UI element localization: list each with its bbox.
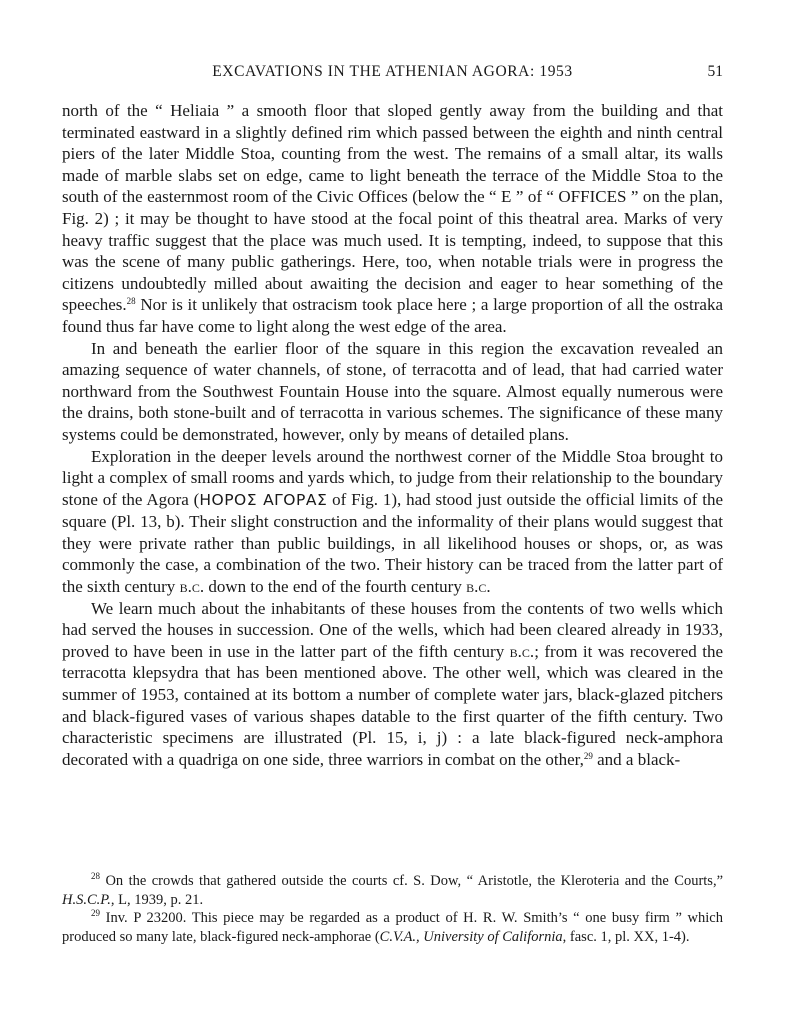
body-text bbox=[62, 100, 723, 770]
footnote-number: 29 bbox=[91, 908, 100, 918]
footnote-ref-29: 29 bbox=[583, 750, 593, 761]
paragraph-3-text: Exploration in the deeper levels around the northwest corner of the Middle Stoa brought to light a complex of small rooms and yards which, to judge from their relationship to the boundary stone of the Agora ( bbox=[62, 446, 723, 509]
footnote-text: Inv. P 23200. This piece may be regarded as a product of H. R. W. Smith’s “ one busy firm ” which produced so many late, black-figured neck-amphorae ( bbox=[62, 910, 723, 945]
era-abbrev: b.c. bbox=[466, 577, 491, 597]
paragraph-3 bbox=[62, 446, 723, 598]
paragraph-4-text: We learn much about the inhabitants of these houses from the contents of two wells which had served the houses in succession. One of the wells, which had been cleared already in 1933, proved to have been in use in the latter part of the fifth century bbox=[62, 598, 723, 661]
footnote-28 bbox=[62, 872, 723, 909]
footnote-text-cont: , fasc. 1, pl. XX, 1-4). bbox=[562, 928, 690, 945]
paragraph-3-text-b: of Fig. 1), had stood just outside the official limits of the square (Pl. 13, b). Their slight construction and the informality of their plans would suggest that they were private rather than public buildings, in all likelihood houses or shops, or, as was commonly the case, a combination of the two. Their history can be traced from the latter part of the sixth century bbox=[62, 489, 723, 597]
footnote-text-cont: , L, 1939, p. 21. bbox=[110, 891, 204, 908]
footnote-citation: C.V.A., University of California bbox=[379, 928, 563, 945]
footnote-citation: H.S.C.P. bbox=[62, 891, 111, 908]
paragraph-4 bbox=[62, 598, 723, 771]
footnote-ref-28: 28 bbox=[126, 296, 136, 307]
paragraph-3-text-c: down to the end of the fourth century bbox=[204, 577, 467, 597]
header-title: EXCAVATIONS IN THE ATHENIAN AGORA: 1953 bbox=[212, 63, 573, 80]
paragraph-2-text: In and beneath the earlier floor of the square in this region the excavation revealed an amazing sequence of water channels, of stone, of terracotta and of lead, that had carried water northward from the Southwest Fountain House into the square. Almost equally numerous were the drains, both stone-built and of terracotta in various schemes. The significance of these many systems could be demonstrated, however, only by means of detailed plans. bbox=[62, 338, 723, 444]
paragraph-2 bbox=[62, 338, 723, 446]
era-abbrev: b.c. bbox=[509, 641, 535, 661]
footnotes bbox=[62, 872, 723, 946]
page-number: 51 bbox=[707, 63, 723, 80]
paragraph-4-text-c: and a black- bbox=[592, 749, 681, 769]
era-abbrev: b.c. bbox=[179, 577, 205, 597]
greek-inscription: ΗΟΡΟΣ ΑΓΟΡΑΣ bbox=[199, 490, 328, 509]
paragraph-4-text-b: ; from it was recovered the terracotta klepsydra that has been mentioned above. The other well, which was cleared in the summer of 1953, contained at its bottom a number of complete water jars, black-glazed pitchers and black-figured vases of various shapes datable to the first quarter of the fifth century. Two characteristic specimens are illustrated (Pl. 15, i, j) : a late black-figured neck-amphora decorated with a quadriga on one side, three warriors in combat on the other, bbox=[62, 641, 723, 769]
footnote-text: On the crowds that gathered outside the courts cf. S. Dow, “ Aristotle, the Kleroteria and the Courts,” bbox=[105, 873, 724, 889]
paragraph-1-text: north of the “ Heliaia ” a smooth floor that sloped gently away from the building and that terminated eastward in a slightly defined rim which passed between the eighth and ninth central piers of the later Middle Stoa, counting from the west. The remains of a small altar, its walls made of marble slabs set on edge, came to light beneath the terrace of the Middle Stoa to the south of the easternmost room of the Civic Offices (below the “ E ” of “ OFFICES ” on the plan, Fig. 2) ; it may be thought to have stood at the focal point of this theatral area. Marks of very heavy traffic suggest that the place was much used. It is tempting, indeed, to suppose that this was the scene of many public gatherings. Here, too, when notable trials were in progress the citizens undoubtedly milled about awaiting the decision and eager to hear something of the speeches. bbox=[62, 101, 723, 315]
paragraph-1-text-cont: Nor is it unlikely that ostracism took place here ; a large proportion of all the ostraka found thus far have come to light along the west edge of the area. bbox=[62, 295, 723, 336]
footnote-number: 28 bbox=[91, 871, 100, 881]
running-header bbox=[62, 63, 723, 85]
paragraph-1 bbox=[62, 100, 723, 338]
footnote-29 bbox=[62, 909, 723, 946]
